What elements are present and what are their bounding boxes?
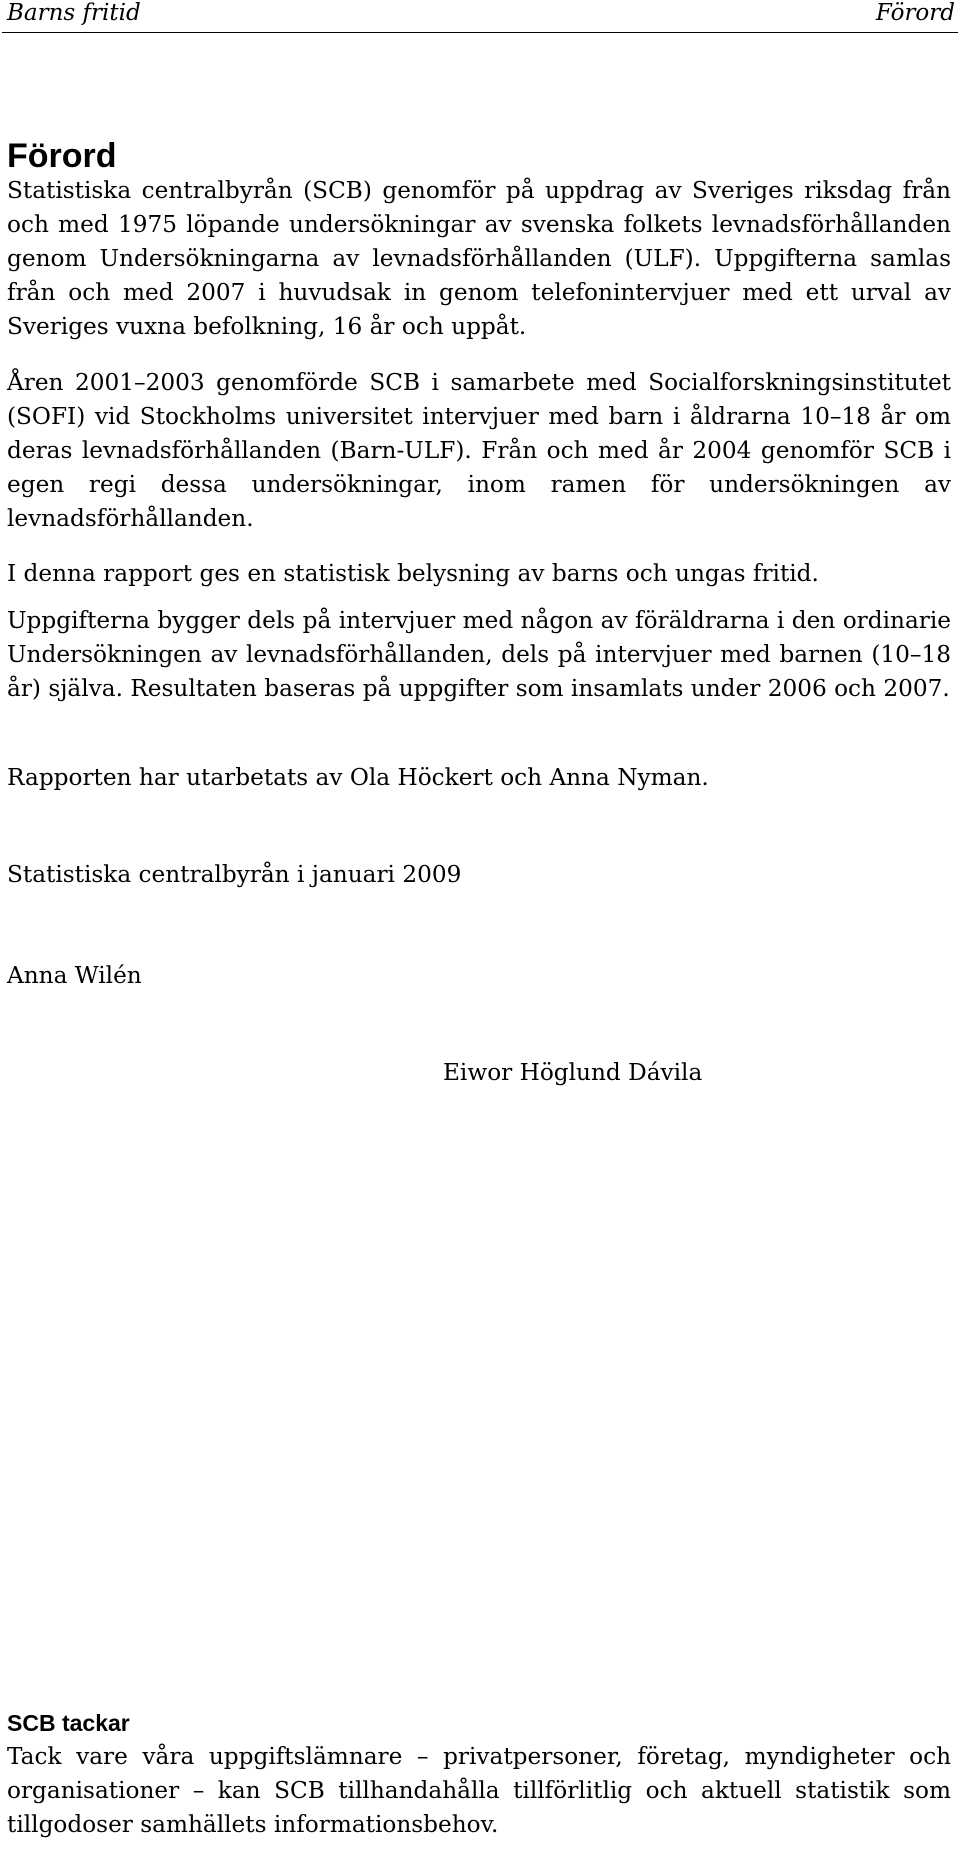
page-header [7,0,955,30]
header-section-title: Förord [875,0,955,26]
paragraph-ulf-intro: Statistiska centralbyrån (SCB) genomför på uppdrag av Sveriges riksdag från och med 1975 löpande undersökningar av svenska folkets levnadsförhållanden genom Undersökningarna av levnadsförhållanden (ULF). Uppgifterna samlas från och med 2007 i huvudsak in genom telefonintervjuer med ett urval av Sveriges vuxna befolkning, 16 år och uppåt. [7,177,951,340]
thanks-text: Tack vare våra uppgiftslämnare – privatpersoner, företag, myndigheter och organisationer – kan SCB tillhandahålla tillförlitlig och aktuell statistik som tillgodoser samhällets informationsbehov. [7,1743,951,1838]
thanks-heading: SCB tackar [7,1710,130,1736]
paragraph-barn-ulf: Åren 2001–2003 genomförde SCB i samarbete med Socialforskningsinstitutet (SOFI) vid Stockholms universitet intervjuer med barn i åldrarna 10–18 år om deras levnadsförhållanden (Barn-ULF). Från och med år 2004 genomför SCB i egen regi dessa undersökningar, inom ramen för undersökningen av levnadsförhållanden. [7,369,951,532]
signature-anna-wilen: Anna Wilén [7,962,142,989]
signature-eiwor-hoglund-davila: Eiwor Höglund Dávila [443,1059,703,1086]
paragraph-report-scope: I denna rapport ges en statistisk belysning av barns och ungas fritid. [7,560,819,587]
page-title: Förord [7,137,117,175]
header-divider [2,32,958,33]
paragraph-authors: Rapporten har utarbetats av Ola Höckert och Anna Nyman. [7,764,709,791]
place-and-date: Statistiska centralbyrån i januari 2009 [7,861,462,888]
header-report-title: Barns fritid [7,0,141,26]
paragraph-data-sources: Uppgifterna bygger dels på intervjuer med någon av föräldrarna i den ordinarie Undersökningen av levnadsförhållanden, dels på intervjuer med barnen (10–18 år) själva. Resultaten baseras på uppgifter som insamlats under 2006 och 2007. [7,607,951,702]
